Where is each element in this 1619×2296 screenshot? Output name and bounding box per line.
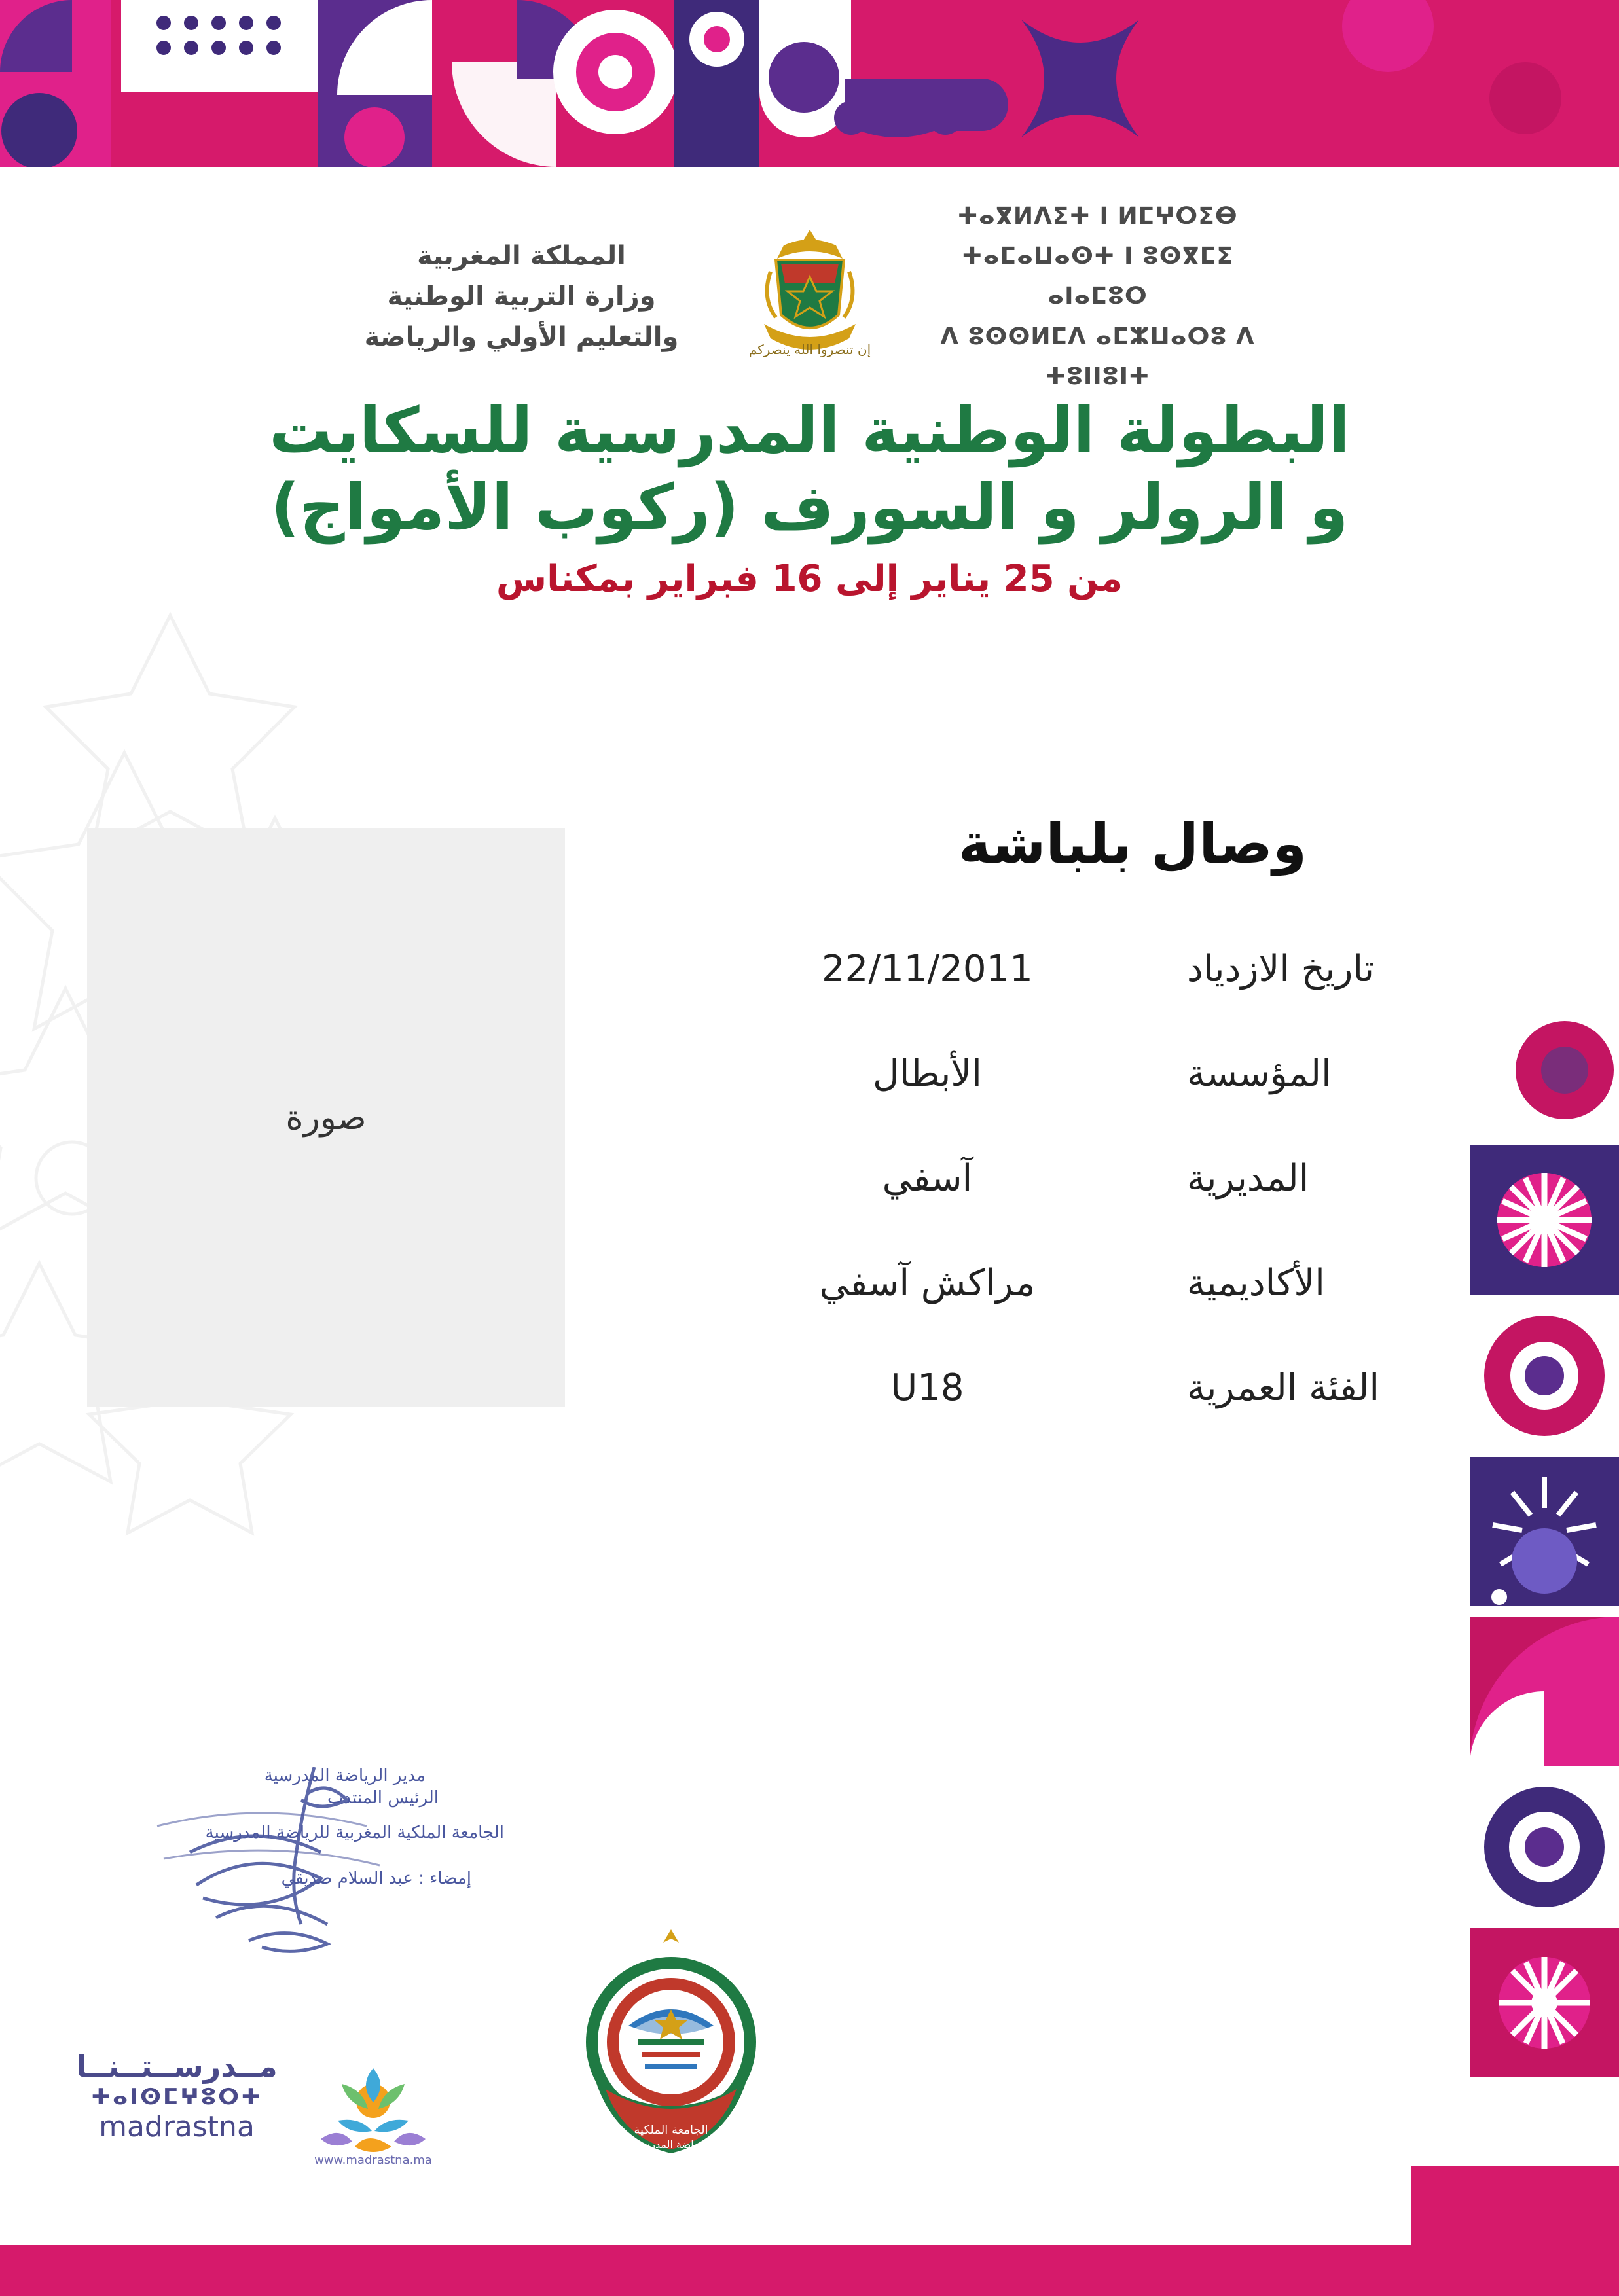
handwritten-signature-icon xyxy=(118,1754,550,1970)
participant-info-table xyxy=(694,916,1558,1440)
info-label-institution: المؤسسة xyxy=(1186,1052,1332,1095)
bottom-right-accent xyxy=(1411,2166,1619,2245)
table-row xyxy=(694,1126,1558,1230)
event-title-line-1: البطولة الوطنية المدرسية للسكايت xyxy=(269,394,1350,467)
ministry-arabic-line-2: وزارة التربية الوطنية xyxy=(387,281,656,312)
event-title-line-2: و الرولر و السورف (ركوب الأمواج) xyxy=(270,471,1349,545)
banner-pattern xyxy=(0,0,1619,167)
morocco-coat-of-arms-icon xyxy=(744,226,875,367)
ministry-arabic-text xyxy=(338,236,705,357)
info-label-age-category: الفئة العمرية xyxy=(1186,1366,1380,1409)
participant-photo-placeholder: صورة xyxy=(87,828,565,1407)
info-value-academy: مراكش آسفي xyxy=(819,1261,1036,1304)
bottom-pink-bar xyxy=(0,2245,1619,2296)
event-dates-subtitle: من 25 يناير إلى 16 فبراير بمكناس xyxy=(496,558,1123,601)
madrastna-arabic: مــدرســتــنــا xyxy=(76,2049,278,2084)
madrastna-english: madrastna xyxy=(99,2110,255,2144)
info-value-birthdate: 22/11/2011 xyxy=(822,947,1033,990)
federation-logo-icon xyxy=(576,1918,766,2179)
top-decorative-banner xyxy=(0,0,1619,167)
info-value-age-category: U18 xyxy=(890,1366,964,1409)
info-value-directorate: آسفي xyxy=(882,1157,973,1200)
info-label-birthdate: تاريخ الازدياد xyxy=(1186,947,1375,990)
event-title-block xyxy=(0,393,1619,600)
signature-line-2: الرئيس المنتدب xyxy=(327,1788,439,1808)
signature-block xyxy=(118,1754,550,1970)
info-value-institution: الأبطال xyxy=(873,1052,982,1095)
signature-line-1: مدير الرياضة المدرسية xyxy=(264,1766,426,1785)
madrastna-tifinagh: ⵜⴰⵏⵙⵎⵖⵓⵔⵜ xyxy=(91,2084,263,2110)
ministry-header xyxy=(0,196,1619,397)
ministry-tifinagh-text xyxy=(915,196,1281,397)
ministry-arabic-line-3: والتعليم الأولي والرياضة xyxy=(364,321,679,352)
table-row xyxy=(694,1335,1558,1440)
info-label-directorate: المديرية xyxy=(1186,1157,1309,1200)
info-label-academy: الأكاديمية xyxy=(1186,1261,1325,1304)
signature-line-3: الجامعة الملكية المغربية للرياضة المدرسية xyxy=(205,1823,504,1842)
svg-text:إن تنصروا الله ينصركم: إن تنصروا الله ينصركم xyxy=(748,342,871,358)
participant-name: وصال بلباشة xyxy=(958,812,1307,876)
ministry-tifinagh-line-3: ⴷ ⵓⵙⵙⵍⵎⴷ ⴰⵎⵣⵡⴰⵔⵓ ⴷ ⵜⵓⵏⵏⵓⵏⵜ xyxy=(940,323,1255,390)
table-row xyxy=(694,916,1558,1021)
table-row xyxy=(694,1021,1558,1126)
ministry-arabic-line-1: المملكة المغربية xyxy=(417,240,626,271)
ministry-tifinagh-line-2: ⵜⴰⵎⴰⵡⴰⵙⵜ ⵏ ⵓⵙⴳⵎⵉ ⴰⵏⴰⵎⵓⵔ xyxy=(962,243,1233,310)
table-row xyxy=(694,1230,1558,1335)
ministry-tifinagh-line-1: ⵜⴰⴳⵍⴷⵉⵜ ⵏ ⵍⵎⵖⵔⵉⴱ xyxy=(957,203,1238,230)
flower-logo-caption: www.madrastna.ma xyxy=(314,2153,432,2167)
svg-text:للرياضة المدرسية: للرياضة المدرسية xyxy=(632,2138,710,2151)
signature-line-4: إمضاء : عبد السلام صديقي xyxy=(281,1869,471,1888)
madrastna-logo xyxy=(39,2049,314,2173)
svg-text:الجامعة الملكية: الجامعة الملكية xyxy=(634,2123,708,2137)
